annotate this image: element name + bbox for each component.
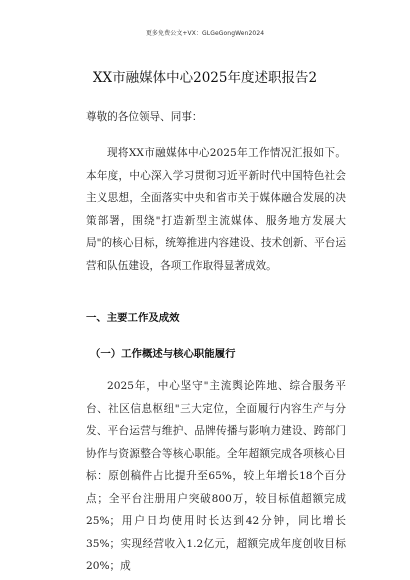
subsection-heading: （一）工作概述与核心职能履行 bbox=[90, 348, 236, 360]
body-paragraph: 2025年，中心坚守"主流舆论阵地、综合服务平台、社区信息枢纽"三大定位，全面履行内容生产与分发、平台运营与维护、品牌传播与影响力建设、跨部门协作与资源整合等核心职能。全年超额完成各项核心目标：原创稿件占比提升至65%，较上年增长18个百分点；全平台注册用户突破800万，较目标值超额完成25%；用户日均使用时长达到42分钟，同比增长35%；实现经营收入1.2亿元，超额完成年度创收目标20%；成 bbox=[86, 380, 346, 572]
document-title: XX市融媒体中心2025年度述职报告2 bbox=[92, 70, 318, 86]
salutation: 尊敬的各位领导、同事： bbox=[86, 111, 203, 123]
section-heading: 一、主要工作及成效 bbox=[86, 312, 180, 324]
header-note: 更多免费公文+VX：GLGeGongWen2024 bbox=[145, 30, 265, 37]
intro-paragraph: 现将XX市融媒体中心2025年工作情况汇报如下。本年度，中心深入学习贯彻习近平新时代中国特色社会主义思想，全面落实中央和省市关于媒体融合发展的决策部署，围绕"打造新型主流媒体、服务地方发展大局"的核心目标，统筹推进内容建设、技术创新、平台运营和队伍建设，各项工作取得显著成效。 bbox=[86, 147, 346, 272]
